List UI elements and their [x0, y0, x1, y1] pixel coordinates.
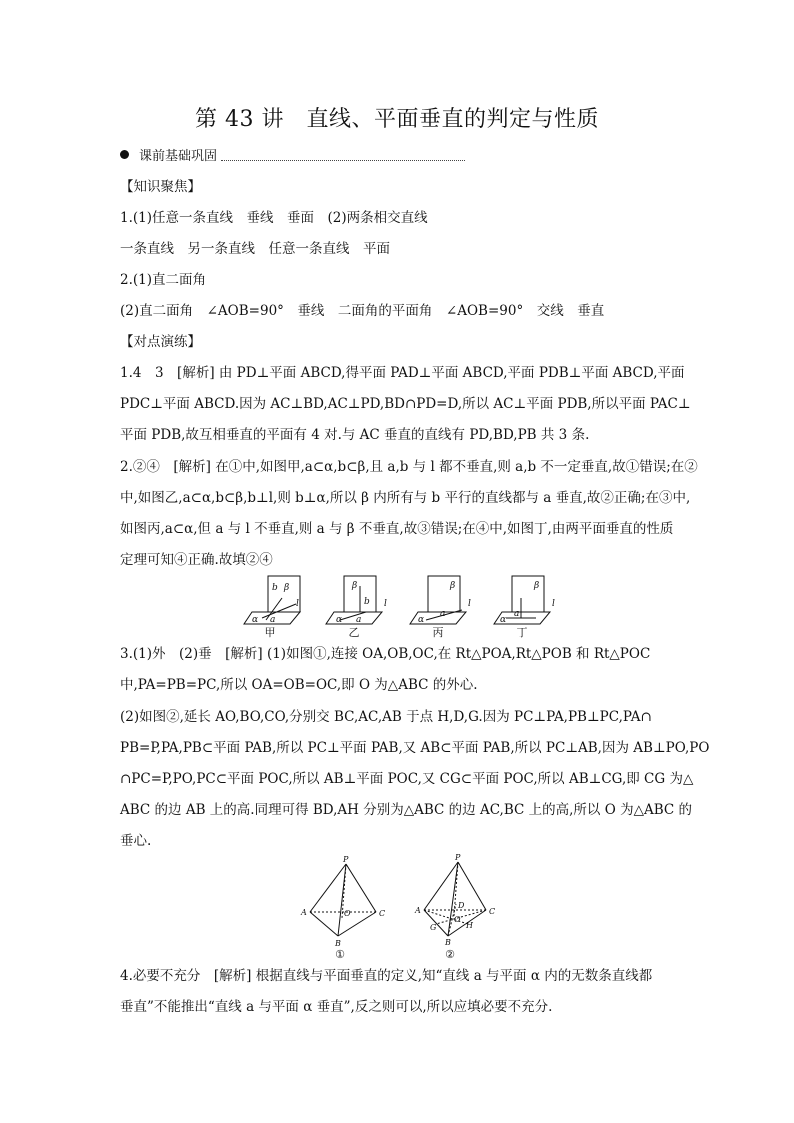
- section-header: [120, 144, 465, 164]
- caption-yi: 乙: [348, 626, 360, 638]
- point-p: P: [343, 855, 349, 864]
- practice-line: 定理可知④正确.故填②④: [120, 552, 273, 568]
- point-o: O: [454, 915, 461, 924]
- pyramid-captions: [335, 948, 455, 961]
- heading-practice: 【对点演练】: [120, 334, 201, 350]
- point-a: A: [415, 906, 421, 915]
- label-beta: β: [534, 581, 540, 591]
- caption-1: ①: [335, 948, 345, 961]
- point-o: O: [344, 909, 351, 918]
- point-a: A: [301, 908, 307, 917]
- heading-knowledge: 【知识聚焦】: [120, 179, 201, 195]
- caption-2: ②: [445, 948, 455, 961]
- point-c: C: [379, 909, 386, 918]
- knowledge-line: 2.(1)直二面角: [120, 272, 207, 288]
- practice-line: 2.②④ [解析] 在①中,如图甲,a⊂α,b⊂β,且 a,b 与 l 都不垂直,则 a,b 不一定垂直,故①错误;在②: [120, 459, 698, 475]
- practice-line: 3.(1)外 (2)垂 [解析] (1)如图①,连接 OA,OB,OC,在 Rt△POA,Rt△POB 和 Rt△POC: [120, 646, 651, 662]
- label-b: b: [364, 597, 370, 607]
- label-a: a: [270, 615, 276, 625]
- figure-captions: [265, 626, 528, 638]
- knowledge-line: (2)直二面角 ∠AOB=90° 垂线 二面角的平面角 ∠AOB=90° 交线 垂直: [120, 303, 605, 319]
- practice-line: PB=P,PA,PB⊂平面 PAB,所以 PC⊥平面 PAB,又 AB⊂平面 PAB,所以 PC⊥AB,因为 AB⊥PO,PO: [120, 740, 710, 756]
- label-beta: β: [352, 581, 358, 591]
- label-beta: β: [450, 581, 456, 591]
- point-p: P: [455, 854, 461, 862]
- label-a: a: [440, 609, 446, 619]
- point-b: B: [445, 938, 451, 947]
- point-g: G: [430, 923, 437, 932]
- point-c: C: [489, 907, 496, 916]
- pyramid-figures: [296, 854, 506, 964]
- practice-line: 垂心.: [120, 833, 152, 849]
- knowledge-line: 一条直线 另一条直线 任意一条直线 平面: [120, 241, 390, 257]
- point-d: D: [458, 901, 465, 910]
- practice-line: PDC⊥平面 ABCD.因为 AC⊥BD,AC⊥PD,BD∩PD=D,所以 AC⊥平面 PDB,所以平面 PAC⊥: [120, 396, 691, 412]
- knowledge-line: 1.(1)任意一条直线 垂线 垂面 (2)两条相交直线: [120, 210, 428, 226]
- practice-line: 如图丙,a⊂α,但 a 与 l 不垂直,则 a 与 β 不垂直,故③错误;在④中,如图丁,由两平面垂直的性质: [120, 521, 674, 537]
- label-alpha: α: [418, 615, 425, 625]
- practice-line: 垂直”不能推出“直线 a 与平面 α 垂直”,反之则可以,所以应填必要不充分.: [120, 999, 553, 1015]
- practice-line: (2)如图②,延长 AO,BO,CO,分别交 BC,AC,AB 于点 H,D,G.因为 PC⊥PA,PB⊥PC,PA∩: [120, 709, 652, 725]
- label-l: l: [552, 599, 555, 609]
- practice-line: 4.必要不充分 [解析] 根据直线与平面垂直的定义,知“直线 a 与平面 α 内的无数条直线都: [120, 968, 653, 984]
- label-alpha: α: [252, 615, 259, 625]
- label-beta: β: [284, 583, 290, 593]
- label-b: b: [272, 583, 278, 593]
- point-h: H: [466, 921, 473, 930]
- pyramid-labels: [300, 854, 495, 948]
- caption-jia: 甲: [264, 626, 276, 638]
- pyramid-1: [310, 864, 376, 936]
- caption-ding: 丁: [516, 626, 528, 638]
- section-label: 课前基础巩固: [139, 148, 218, 164]
- practice-line: 平面 PDB,故互相垂直的平面有 4 对.与 AC 垂直的直线有 PD,BD,PB 共 3 条.: [120, 427, 590, 443]
- point-b: B: [335, 939, 341, 948]
- practice-line: ABC 的边 AB 上的高.同理可得 BD,AH 分别为△ABC 的边 AC,BC 上的高,所以 O 为△ABC 的: [120, 802, 693, 818]
- caption-bing: 丙: [432, 626, 444, 638]
- bullet-icon: [120, 150, 129, 159]
- label-alpha: α: [500, 615, 507, 625]
- practice-line: ∩PC=P,PO,PC⊂平面 POC,所以 AB⊥平面 POC,又 CG⊂平面 POC,所以 AB⊥CG,即 CG 为△: [120, 771, 694, 787]
- practice-line: 中,PA=PB=PC,所以 OA=OB=OC,即 O 为△ABC 的外心.: [120, 677, 478, 693]
- dotted-leader: [221, 148, 465, 161]
- label-a: a: [356, 615, 362, 625]
- label-alpha: α: [336, 615, 343, 625]
- practice-line: 1.4 3 [解析] 由 PD⊥平面 ABCD,得平面 PAD⊥平面 ABCD,平面 PDB⊥平面 ABCD,平面: [120, 365, 685, 381]
- label-l: l: [296, 599, 299, 609]
- label-l: l: [468, 599, 471, 609]
- label-a: a: [514, 609, 520, 619]
- dihedral-figures: [236, 574, 566, 638]
- page-title: 第 43 讲 直线、平面垂直的判定与性质: [195, 107, 599, 132]
- practice-line: 中,如图乙,a⊂α,b⊂β,b⊥l,则 b⊥α,所以 β 内所有与 b 平行的直线都与 a 垂直,故②正确;在③中,: [120, 490, 691, 506]
- label-l: l: [384, 599, 387, 609]
